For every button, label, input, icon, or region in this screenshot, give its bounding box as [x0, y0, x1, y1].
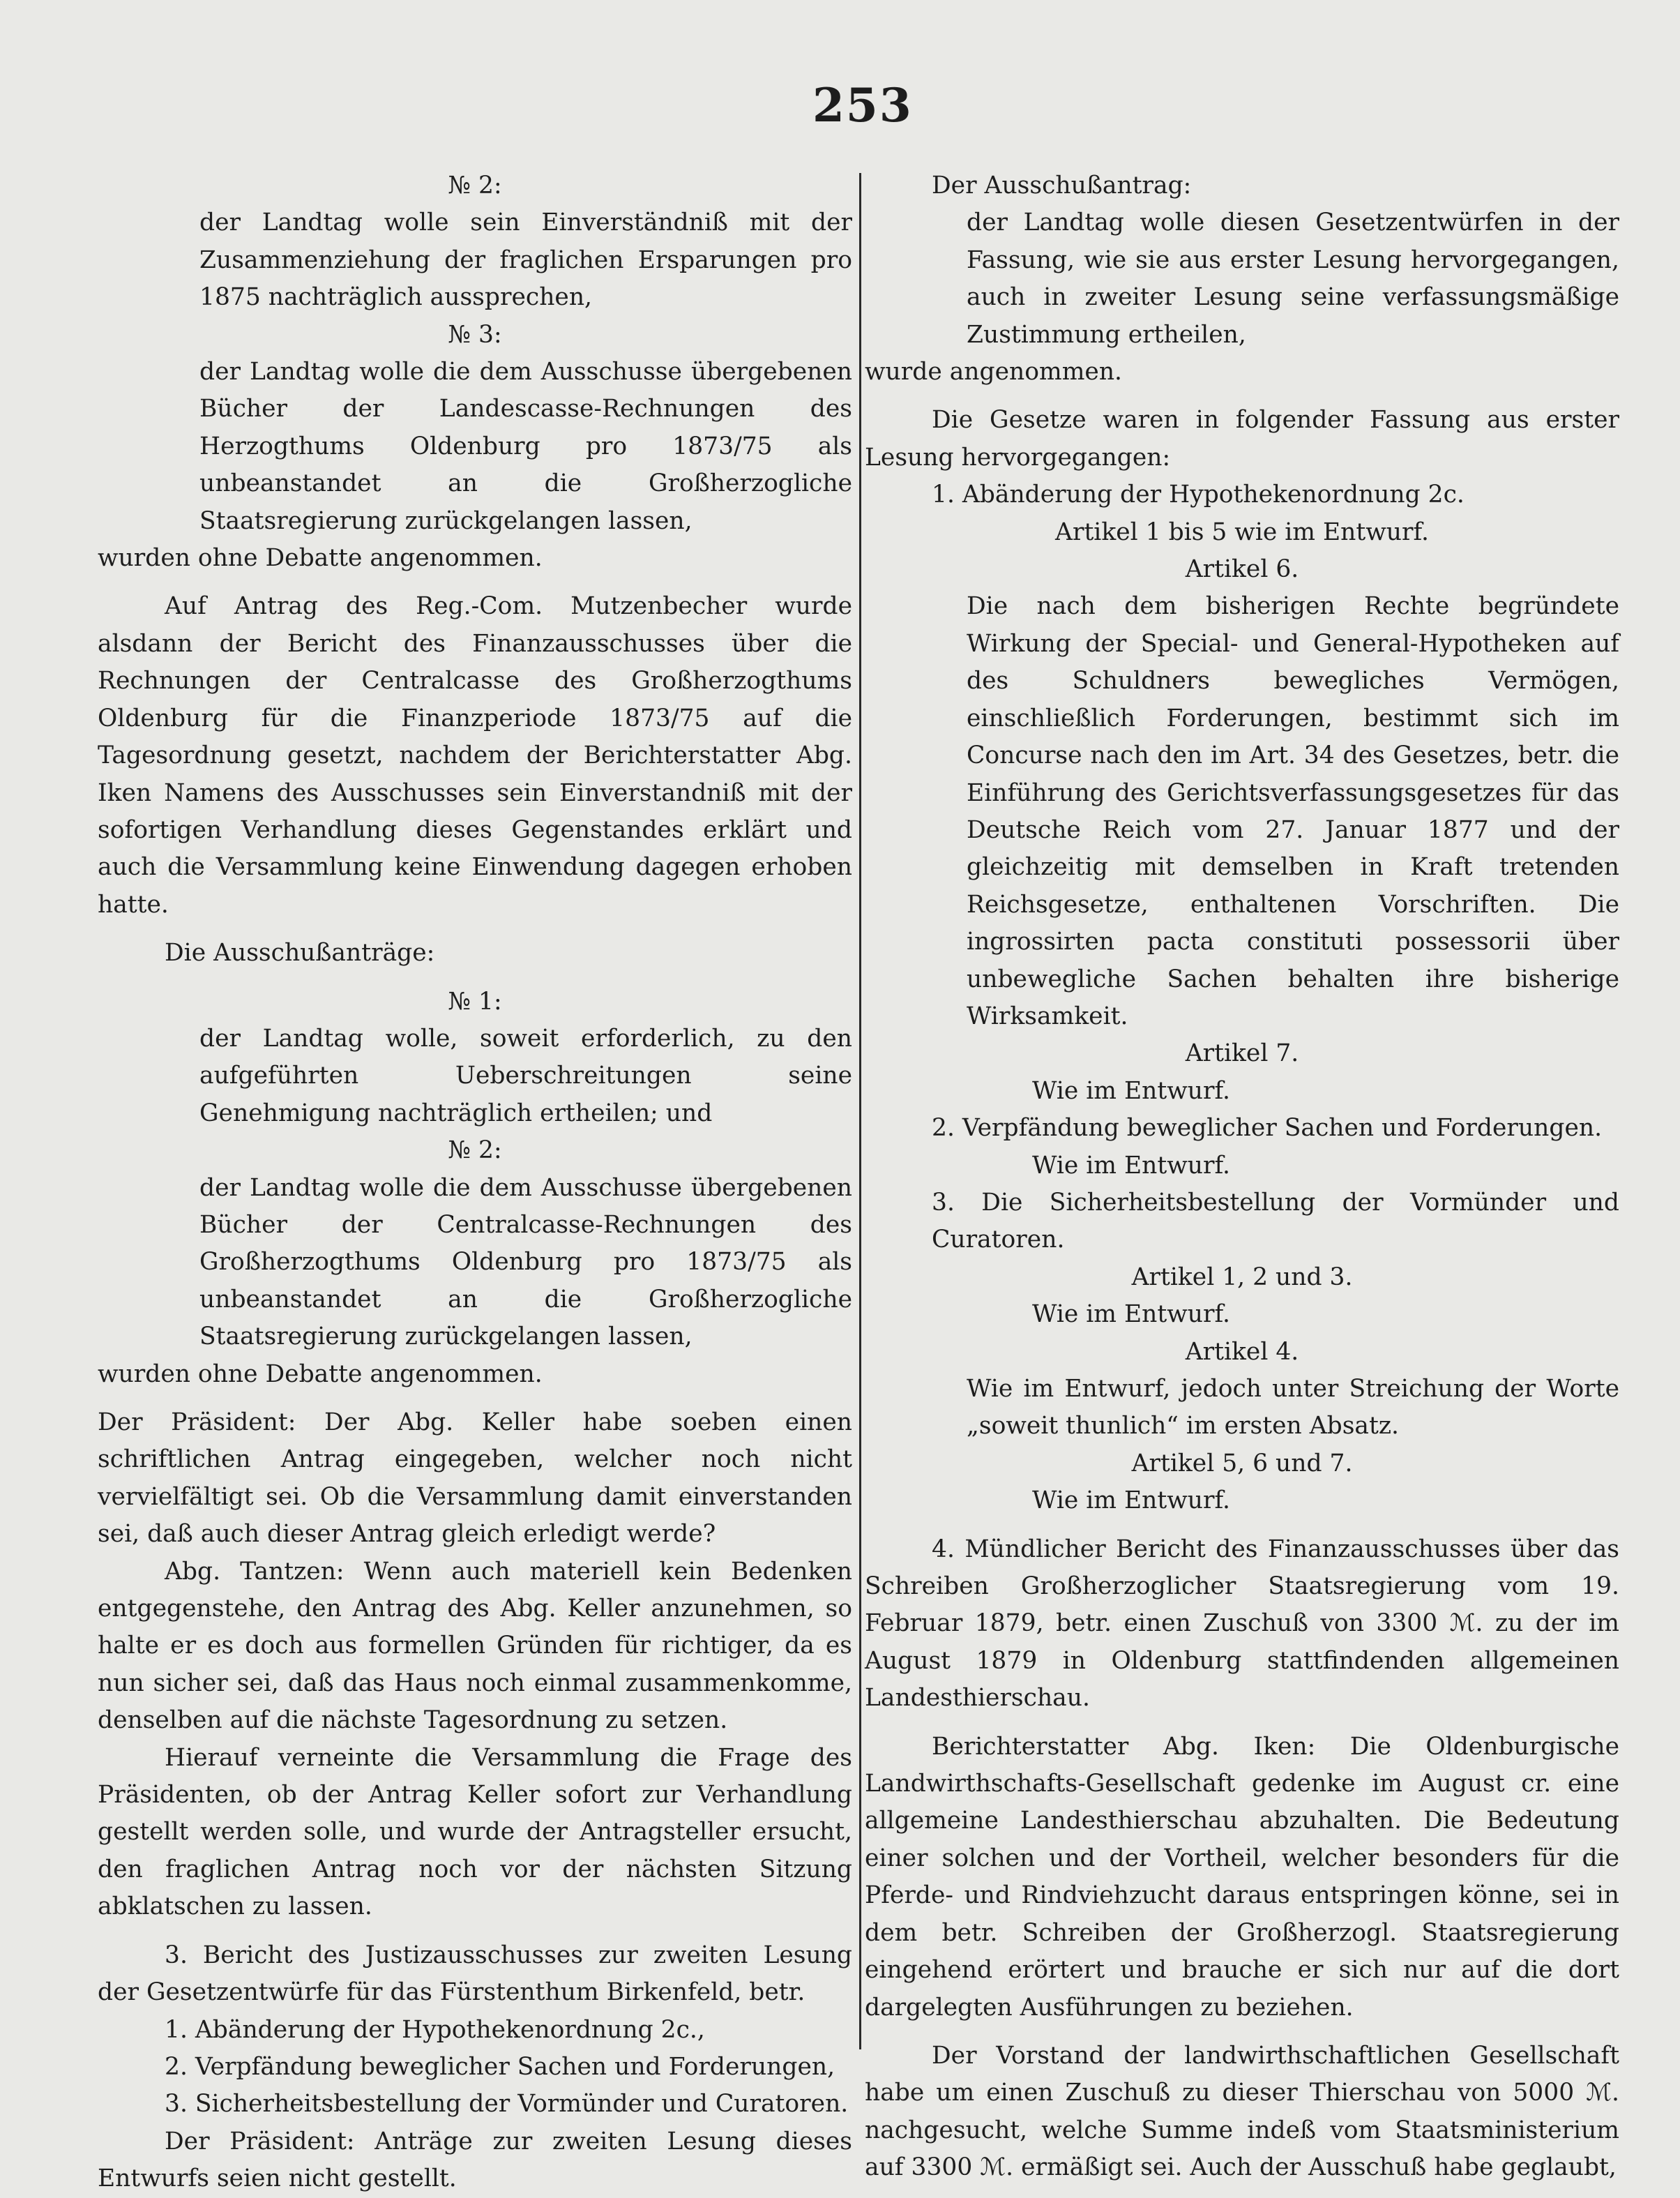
body-paragraph: Berichterstatter Abg. Iken: Die Oldenburgische Landwirthschafts-Gesellschaft gedenke im August cr. eine allgemeine Landesthierschau abzuhalten. Die Bedeutung einer solchen und der Vortheil, welcher besonders für die Pferde- und Rindviehzucht daraus entspringen könne, sei in dem betr. Schreiben der Großherzogl. Staatsregierung eingehend erörtert und brauche er sich nur auf die dort dargelegten Ausführungen zu beziehen.: [865, 1732, 1619, 2022]
motion-text: der Landtag wolle, soweit erforderlich, zu den aufgeführten Ueberschreitungen seine Genehmigung nachträglich ertheilen; und: [199, 1024, 852, 1127]
resolution-line: wurden ohne Debatte angenommen.: [98, 544, 543, 573]
article-text: Wie im Entwurf, jedoch unter Streichung der Worte „soweit thunlich“ im ersten Absatz.: [967, 1375, 1619, 1440]
resolution-line: wurden ohne Debatte angenommen.: [98, 1360, 543, 1388]
article-heading: Artikel 7.: [1185, 1039, 1299, 1068]
section-heading: Die Ausschußanträge:: [165, 939, 435, 968]
motion-text: der Landtag wolle die dem Ausschusse übergebenen Bücher der Landescasse-Rechnungen des Herzogthums Oldenburg pro 1873/75 als unbeanstandet an die Großherzogliche Staatsregierung zurückgelangen lassen,: [199, 358, 852, 535]
motion-number: № 1:: [448, 987, 502, 1016]
motion-text: der Landtag wolle diesen Gesetzentwürfen in der Fassung, wie sie aus erster Lesung hervorgegangen, auch in zweiter Lesung seine verfassungsmäßige Zustimmung ertheilen,: [967, 209, 1619, 349]
motion-number: № 2:: [448, 1136, 502, 1165]
list-item: 3. Sicherheitsbestellung der Vormünder und Curatoren.: [165, 2090, 849, 2118]
body-paragraph: Der Vorstand der landwirthschaftlichen Gesellschaft habe um einen Zuschuß zu dieser Thierschau von 5000 ℳ. nachgesucht, welche Summe indeß vom Staatsministerium auf 3300 ℳ. ermäßigt sei. Auch der Ausschuß habe geglaubt,: [865, 2041, 1619, 2182]
left-column: [98, 167, 852, 2198]
list-item: 1. Abänderung der Hypothekenordnung 2c.,: [165, 2015, 705, 2044]
body-paragraph: Der Präsident: Der Abg. Keller habe soeben einen schriftlichen Antrag eingegeben, welcher noch nicht vervielfältigt sei. Ob die Versammlung damit einverstanden sei, daß auch dieser Antrag gleich erledigt werde?: [98, 1408, 852, 1549]
list-item: 2. Verpfändung beweglicher Sachen und Forderungen,: [165, 2052, 835, 2081]
body-paragraph: Abg. Tantzen: Wenn auch materiell kein Bedenken entgegenstehe, den Antrag des Abg. Keller anzunehmen, so halte er es doch aus formellen Gründen für richtiger, da es nun sicher sei, daß das Haus noch einmal zusammenkomme, denselben auf die nächste Tagesordnung zu setzen.: [98, 1557, 852, 1735]
motion-text: der Landtag wolle die dem Ausschusse übergebenen Bücher der Centralcasse-Rechnungen des Großherzogthums Oldenburg pro 1873/75 als unbeanstandet an die Großherzogliche Staatsregierung zurückgelangen lassen,: [199, 1173, 852, 1351]
section-heading: Der Ausschußantrag:: [932, 172, 1192, 200]
motion-number: № 3:: [448, 320, 502, 349]
resolution-line: wurde angenommen.: [865, 358, 1123, 386]
body-paragraph: Die Gesetze waren in folgender Fassung aus erster Lesung hervorgegangen:: [865, 406, 1619, 472]
body-paragraph: Auf Antrag des Reg.-Com. Mutzenbecher wurde alsdann der Bericht des Finanzausschusses über die Rechnungen der Centralcasse des Großherzogthums Oldenburg für die Finanzperiode 1873/75 auf die Tagesordnung gesetzt, nachdem der Berichterstatter Abg. Iken Namens des Ausschusses sein Einverstandniß mit der sofortigen Verhandlung dieses Gegenstandes erklärt und auch die Versammlung keine Einwendung dagegen erhoben hatte.: [98, 592, 852, 919]
article-heading: Artikel 4.: [1185, 1337, 1299, 1366]
article-heading: Artikel 6.: [1185, 555, 1299, 584]
page-number: 253: [812, 78, 913, 133]
body-paragraph: Der Präsident: Anträge zur zweiten Lesung dieses Entwurfs seien nicht gestellt.: [98, 2127, 852, 2193]
article-heading: Artikel 1, 2 und 3.: [1131, 1263, 1353, 1291]
agenda-item: 3. Bericht des Justizausschusses zur zweiten Lesung der Gesetzentwürfe für das Fürstenthum Birkenfeld, betr.: [98, 1941, 852, 2007]
law-title: 1. Abänderung der Hypothekenordnung 2c.: [932, 481, 1465, 509]
article-line: Artikel 1 bis 5 wie im Entwurf.: [1055, 518, 1429, 546]
article-text: Wie im Entwurf.: [1032, 1076, 1231, 1105]
motion-text: der Landtag wolle sein Einverständniß mit der Zusammenziehung der fraglichen Ersparungen pro 1875 nachträglich aussprechen,: [199, 209, 852, 312]
article-text: Wie im Entwurf.: [1032, 1151, 1231, 1180]
article-heading: Artikel 5, 6 und 7.: [1131, 1449, 1353, 1477]
law-title: 2. Verpfändung beweglicher Sachen und Forderungen.: [932, 1114, 1603, 1143]
column-divider: [859, 173, 861, 2049]
article-text: Wie im Entwurf.: [1032, 1300, 1231, 1329]
agenda-item: 4. Mündlicher Bericht des Finanzausschusses über das Schreiben Großherzoglicher Staatsregierung vom 19. Februar 1879, betr. einen Zuschuß von 3300 ℳ. zu der im August 1879 in Oldenburg stattfindenden allgemeinen Landesthierschau.: [865, 1535, 1619, 1713]
article-text: Die nach dem bisherigen Rechte begründete Wirkung der Special- und General-Hypotheken auf des Schuldners bewegliches Vermögen, einschließlich Forderungen, bestimmt sich im Concurse nach den im Art. 34 des Gesetzes, betr. die Einführung des Gerichtsverfassungsgesetzes für das Deutsche Reich vom 27. Januar 1877 und der gleichzeitig mit demselben in Kraft tretenden Reichsgesetze, enthaltenen Vorschriften. Die ingrossirten pacta constituti possessorii über unbewegliche Sachen behalten ihre bisherige Wirksamkeit.: [967, 592, 1619, 1030]
right-column: [865, 167, 1619, 2187]
motion-number: № 2:: [448, 172, 502, 200]
article-text: Wie im Entwurf.: [1032, 1486, 1231, 1515]
body-paragraph: Hierauf verneinte die Versammlung die Frage des Präsidenten, ob der Antrag Keller sofort zur Verhandlung gestellt werden solle, und wurde der Antragsteller ersucht, den fraglichen Antrag noch vor der nächsten Sitzung abklatschen zu lassen.: [98, 1743, 852, 1921]
law-title: 3. Die Sicherheitsbestellung der Vormünder und Curatoren.: [932, 1188, 1619, 1254]
